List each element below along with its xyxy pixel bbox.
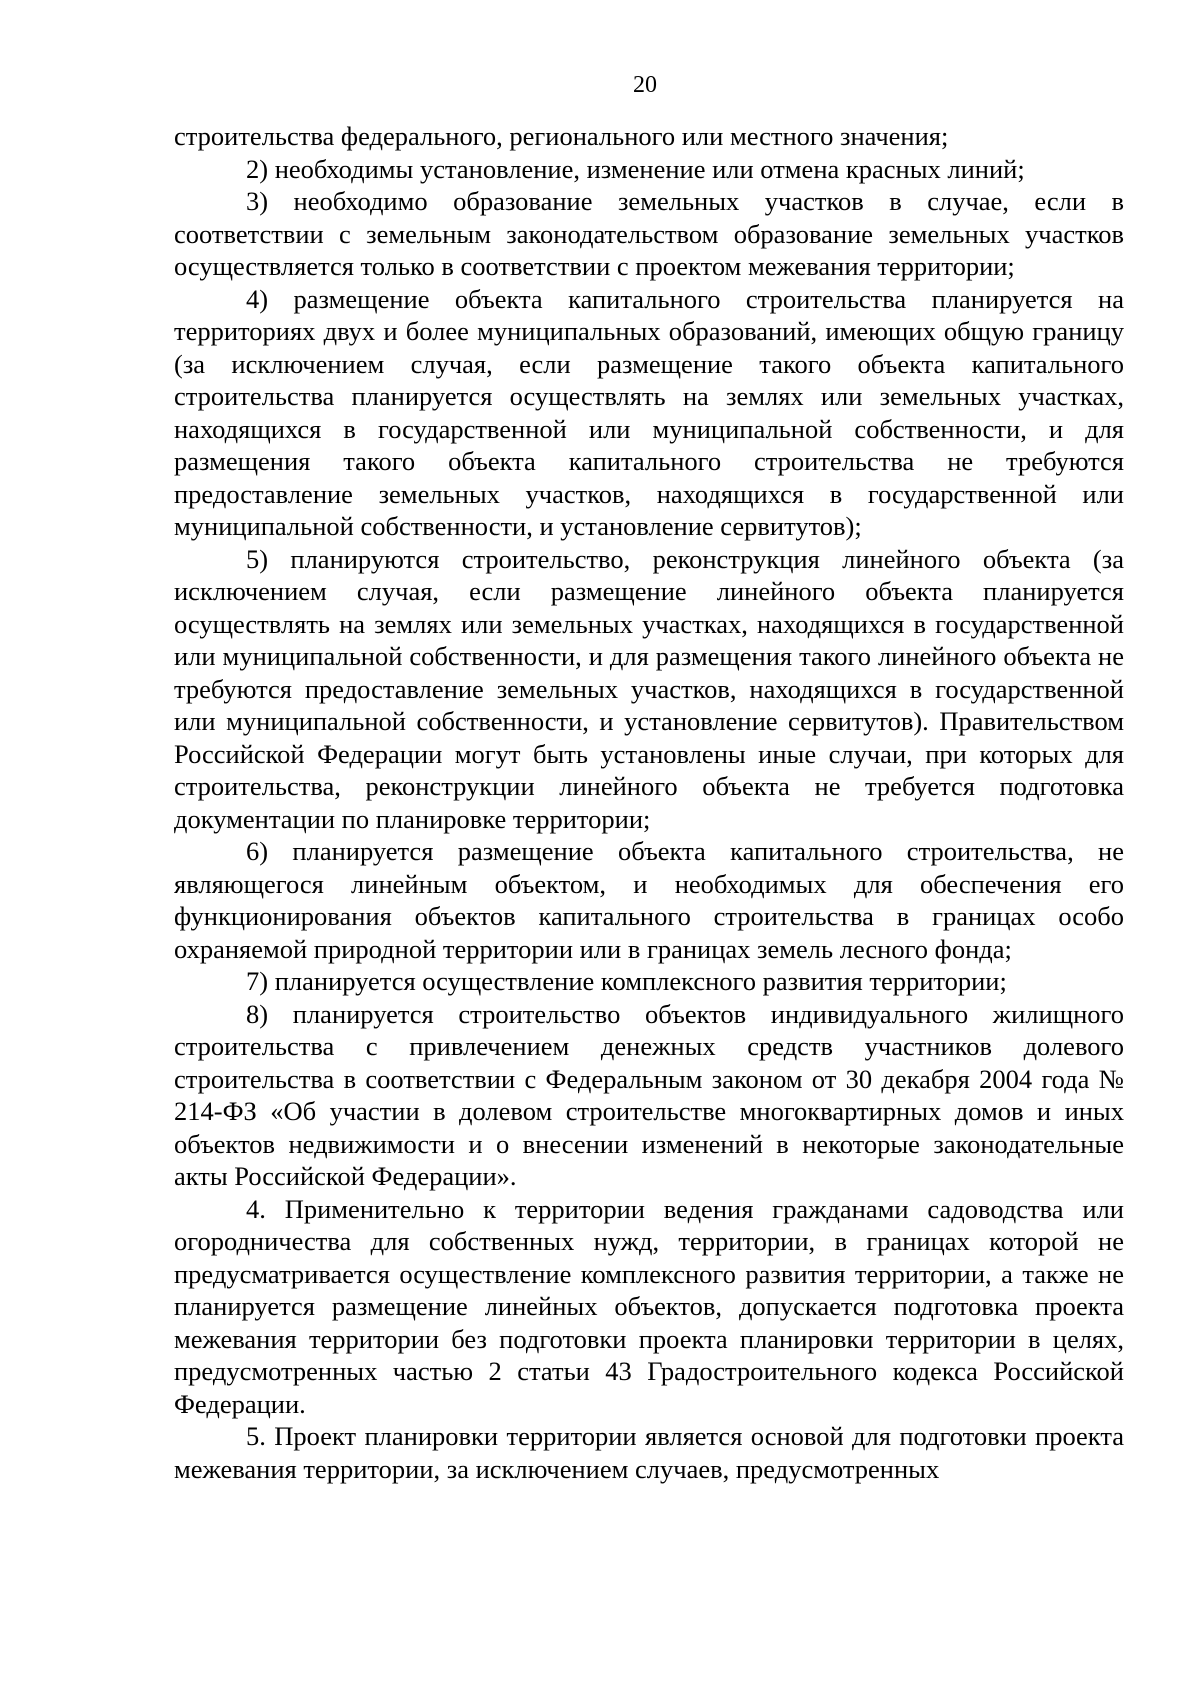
- paragraph-item-8: 8) планируется строительство объектов индивидуального жилищного строительства с привлечением денежных средств участников долевого строительства в соответствии с Федеральным законом от 30 декабря 2004 года № 214-ФЗ «Об участии в долевом строительстве многоквартирных домов и иных объектов недвижимости и о внесении изменений в некоторые законодательные акты Российской Федерации».: [174, 998, 1124, 1191]
- paragraph-section-4: 4. Применительно к территории ведения гражданами садоводства или огородничества для собственных нужд, территории, в границах которой не предусматривается осуществление комплексного развития территории, а также не планируется размещение линейных объектов, допускается подготовка проекта межевания территории без подготовки проекта планировки территории в целях, предусмотренных частью 2 статьи 43 Градостроительного кодекса Российской Федерации.: [174, 1193, 1124, 1419]
- paragraph-item-3: 3) необходимо образование земельных участков в случае, если в соответствии с земельным законодательством образование земельных участков осуществляется только в соответствии с проектом межевания территории;: [174, 186, 1124, 281]
- paragraph-item-2: 2) необходимы установление, изменение или отмена красных линий;: [246, 153, 1025, 184]
- page-number: 20: [633, 72, 657, 98]
- paragraph-continuation: строительства федерального, регионального или местного значения;: [174, 121, 949, 151]
- paragraph-item-6: 6) планируется размещение объекта капитального строительства, не являющегося линейным объектом, и необходимых для обеспечения его функционирования объектов капитального строительства в границах особо охраняемой природной территории или в границах земель лесного фонда;: [174, 836, 1124, 964]
- paragraph-section-5: 5. Проект планировки территории является основой для подготовки проекта межевания территории, за исключением случаев, предусмотренных: [174, 1421, 1124, 1484]
- paragraph-item-5: 5) планируются строительство, реконструкция линейного объекта (за исключением случая, если размещение линейного объекта планируется осуществлять на землях или земельных участках, находящихся в государственной или муниципальной собственности, и для размещения такого линейного объекта не требуются предоставление земельных участков, находящихся в государственной или муниципальной собственности, и установление сервитутов). Правительством Российской Федерации могут быть установлены иные случаи, при которых для строительства, реконструкции линейного объекта не требуется подготовка документации по планировке территории;: [174, 543, 1124, 834]
- paragraph-item-4: 4) размещение объекта капитального строительства планируется на территориях двух и более муниципальных образований, имеющих общую границу (за исключением случая, если размещение такого объекта капитального строительства планируется осуществлять на землях или земельных участках, находящихся в государственной или муниципальной собственности, и для размещения такого объекта капитального строительства не требуются предоставление земельных участков, находящихся в государственной или муниципальной собственности, и установление сервитутов);: [174, 283, 1124, 541]
- paragraph-item-7: 7) планируется осуществление комплексного развития территории;: [246, 966, 1007, 996]
- document-body: [174, 120, 1124, 1485]
